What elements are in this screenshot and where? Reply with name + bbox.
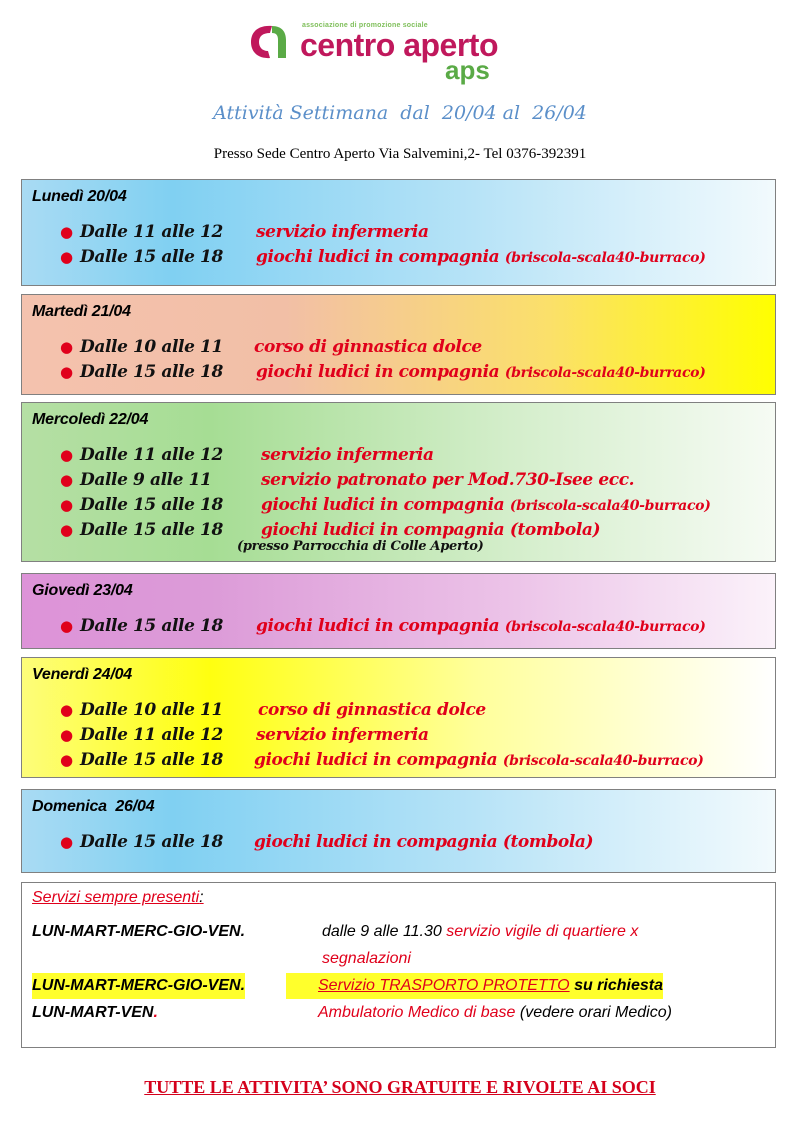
- service-name: servizio vigile di quartiere x: [446, 923, 639, 940]
- bullet-icon: ●: [60, 751, 73, 769]
- service-days: LUN-MART-MERC-GIO-VEN.: [32, 973, 245, 999]
- page-title: Attività Settimana dal 20/04 al 26/04: [213, 102, 587, 124]
- activity-time: Dalle 10 alle 11: [80, 700, 223, 720]
- service-days-text: LUN-MART-VEN: [32, 1004, 154, 1021]
- activity-label: giochi ludici in compagnia: [256, 616, 500, 636]
- activity-name: giochi ludici in compagnia (tombola): [254, 832, 594, 852]
- service-time: dalle 9 alle 11.30: [322, 923, 442, 940]
- activity-time: Dalle 10 alle 11: [80, 337, 223, 357]
- service-row: [22, 1000, 775, 1026]
- activity-extra: (briscola-scala40-burraco): [504, 365, 706, 381]
- activity-time: Dalle 15 alle 18: [80, 616, 223, 636]
- logo-suffix: aps: [445, 55, 490, 85]
- activity-extra: (briscola-scala40-burraco): [509, 498, 711, 514]
- bullet-icon: ●: [60, 363, 73, 381]
- footer-notice: TUTTE LE ATTIVITA’ SONO GRATUITE E RIVOLTE AI SOCI: [144, 1077, 656, 1097]
- activity-time: Dalle 15 alle 18: [80, 495, 223, 515]
- service-row: [22, 973, 775, 999]
- activity-time: Dalle 9 alle 11: [80, 470, 212, 490]
- activity-name: [256, 614, 706, 640]
- bullet-icon: ●: [60, 833, 73, 851]
- day-name: Domenica 26/04: [32, 798, 155, 815]
- service-tail: su richiesta: [574, 977, 663, 994]
- activity-name: servizio patronato per Mod.730-Isee ecc.: [261, 470, 635, 490]
- activity-name: [256, 360, 706, 386]
- bullet-icon: ●: [60, 726, 73, 744]
- bullet-icon: ●: [60, 338, 73, 356]
- activity-name: [254, 748, 704, 774]
- activity-extra: (briscola-scala40-burraco): [504, 250, 706, 266]
- bullet-icon: ●: [60, 471, 73, 489]
- services-title-text: Servizi sempre presenti: [32, 889, 200, 906]
- activity-label: giochi ludici in compagnia: [256, 362, 500, 382]
- services-box: [21, 882, 776, 1048]
- service-days-dot: .: [153, 1004, 158, 1021]
- day-card-lunedi: [21, 179, 776, 286]
- activity-name: servizio infermeria: [256, 222, 429, 242]
- service-desc: [286, 973, 663, 999]
- activity-extra: (briscola-scala40-burraco): [502, 753, 704, 769]
- activity-extra: (briscola-scala40-burraco): [504, 619, 706, 635]
- activity-time: Dalle 15 alle 18: [80, 362, 223, 382]
- activity-time: Dalle 15 alle 18: [80, 750, 223, 770]
- activity-time: Dalle 11 alle 12: [80, 445, 223, 465]
- day-card-venerdi: [21, 657, 776, 778]
- activity-label: giochi ludici in compagnia: [261, 495, 505, 515]
- activity-name: [256, 245, 706, 271]
- logo: [248, 18, 508, 85]
- activity-name: servizio infermeria: [261, 445, 434, 465]
- day-card-martedi: [21, 294, 776, 395]
- day-name: Venerdì 24/04: [32, 666, 132, 683]
- day-card-giovedi: [21, 573, 776, 649]
- service-days: [32, 1000, 158, 1026]
- bullet-icon: ●: [60, 223, 73, 241]
- day-name: Giovedì 23/04: [32, 582, 133, 599]
- activity-label: giochi ludici in compagnia: [256, 247, 500, 267]
- day-card-domenica: [21, 789, 776, 873]
- activity-time: Dalle 15 alle 18: [80, 520, 223, 540]
- bullet-icon: ●: [60, 248, 73, 266]
- activity-name: servizio infermeria: [256, 725, 429, 745]
- activity-name: [261, 493, 711, 519]
- service-tail: (vedere orari Medico): [519, 1004, 672, 1021]
- service-name-cont: segnalazioni: [322, 950, 411, 967]
- day-name: Mercoledì 22/04: [32, 411, 149, 428]
- logo-mark-icon: [248, 22, 290, 62]
- logo-tagline: associazione di promozione sociale: [302, 22, 428, 29]
- bullet-icon: ●: [60, 617, 73, 635]
- activity-name: giochi ludici in compagnia (tombola): [261, 520, 601, 540]
- logo-name: centro aperto: [300, 27, 498, 63]
- service-desc: [318, 1000, 672, 1026]
- activity-time: Dalle 11 alle 12: [80, 725, 223, 745]
- day-name: Martedì 21/04: [32, 303, 131, 320]
- bullet-icon: ●: [60, 446, 73, 464]
- day-name: Lunedì 20/04: [32, 188, 127, 205]
- activity-name: corso di ginnastica dolce: [258, 700, 486, 720]
- activity-time: Dalle 15 alle 18: [80, 247, 223, 267]
- service-name: Ambulatorio Medico di base: [318, 1004, 516, 1021]
- activity-label: giochi ludici in compagnia: [254, 750, 498, 770]
- service-row-cont: [22, 946, 775, 972]
- activity-time: Dalle 15 alle 18: [80, 832, 223, 852]
- service-days: LUN-MART-MERC-GIO-VEN.: [32, 923, 246, 940]
- bullet-icon: ●: [60, 496, 73, 514]
- location-note: (presso Parrocchia di Colle Aperto): [237, 539, 484, 554]
- services-title-colon: :: [199, 889, 204, 906]
- address-line: Presso Sede Centro Aperto Via Salvemini,2- Tel 0376-392391: [213, 146, 587, 162]
- service-row: [22, 919, 775, 945]
- activity-time: Dalle 11 alle 12: [80, 222, 223, 242]
- service-name: Servizio TRASPORTO PROTETTO: [318, 977, 570, 994]
- services-title: [32, 889, 204, 907]
- activity-name: corso di ginnastica dolce: [254, 337, 482, 357]
- service-desc: [322, 919, 638, 945]
- bullet-icon: ●: [60, 521, 73, 539]
- day-card-mercoledi: [21, 402, 776, 562]
- bullet-icon: ●: [60, 701, 73, 719]
